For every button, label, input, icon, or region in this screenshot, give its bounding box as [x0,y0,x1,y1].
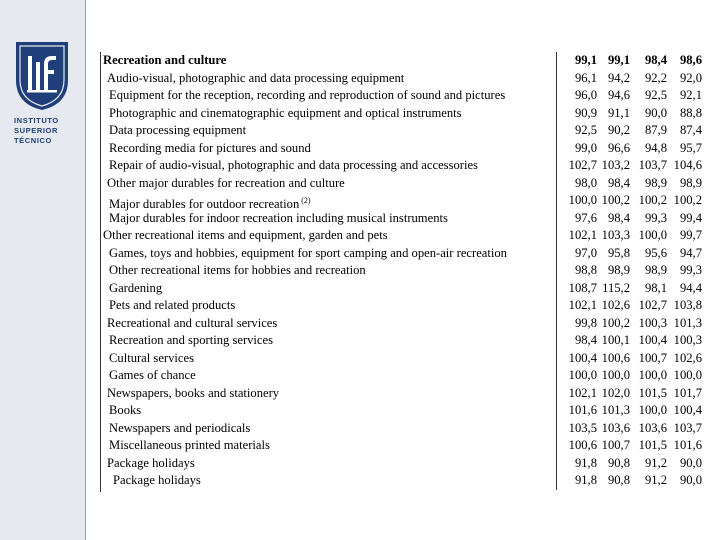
value-cell: 100,4 [673,403,702,417]
table-row [101,87,709,105]
table-row [101,420,709,438]
table-row [101,315,709,333]
table-row [101,350,709,368]
value-cell: 94,8 [644,140,667,155]
value-cell: 94,7 [679,245,702,260]
value-cell: 92,5 [574,123,597,137]
logo-line: SUPERIOR [14,126,58,135]
value-cell: 91,2 [644,455,667,470]
row-label: Gardening [109,280,163,295]
value-cell: 100,4 [638,333,667,347]
value-cell: 100,0 [638,228,667,242]
value-cell: 100,0 [673,368,702,382]
value-cell: 97,6 [574,210,597,225]
value-cell: 101,6 [673,438,702,452]
value-cell: 101,3 [673,315,702,330]
sidebar [0,0,86,540]
value-cell: 99,3 [679,263,702,277]
value-cell: 102,0 [601,385,630,400]
table-row [101,227,709,245]
value-cell: 94,6 [607,88,630,102]
value-cell: 100,0 [638,403,667,417]
value-cell: 101,5 [638,385,667,400]
table-row [101,402,709,420]
value-cell: 101,3 [601,403,630,417]
table-row [101,297,709,315]
value-cell: 103,6 [601,420,630,435]
value-cell: 100,2 [673,193,702,207]
table-row [101,175,709,193]
table-row [101,157,709,175]
value-cell: 87,9 [644,123,667,137]
value-cell: 98,9 [644,175,667,190]
table-row [101,105,709,123]
row-label: Other major durables for recreation and culture [107,175,345,190]
row-label: Recreation and culture [103,53,227,67]
table-row [101,210,709,228]
row-label: Recreational and cultural services [107,315,278,330]
row-label: Other recreational items and equipment, garden and pets [103,228,388,242]
value-cell: 98,1 [644,280,667,295]
value-cell: 90,9 [574,105,597,120]
value-cell: 92,5 [644,88,667,102]
value-cell: 90,0 [644,105,667,120]
row-label: Recording media for pictures and sound [109,140,311,155]
value-cell: 100,0 [568,193,597,207]
value-cell: 99,4 [679,210,702,225]
value-cell: 91,1 [607,105,630,120]
value-cell: 100,6 [568,438,597,452]
table-row [101,245,709,263]
value-cell: 99,7 [679,228,702,242]
value-cell: 100,2 [601,193,630,207]
value-cell: 102,1 [568,228,597,242]
value-cell: 98,6 [679,53,702,67]
ist-shield-icon [14,40,70,112]
value-cell: 98,9 [679,175,702,190]
value-cell: 115,2 [602,280,630,295]
value-cell: 100,1 [601,333,630,347]
value-cell: 99,8 [574,315,597,330]
row-label: Package holidays [107,455,195,470]
value-cell: 96,6 [607,140,630,155]
value-cell: 88,8 [679,105,702,120]
value-cell: 98,9 [644,263,667,277]
value-cell: 102,6 [601,298,630,312]
table-row [101,385,709,403]
value-cell: 102,6 [673,350,702,365]
value-cell: 102,1 [568,298,597,312]
table-row [101,262,709,280]
value-cell: 102,1 [568,385,597,400]
table-row [101,140,709,158]
value-cell: 90,0 [679,473,702,487]
value-cell: 90,8 [607,473,630,487]
value-cell: 100,3 [673,333,702,347]
value-cell: 97,0 [574,245,597,260]
row-label: Repair of audio-visual, photographic and data processing and accessories [109,158,478,172]
row-label: Games, toys and hobbies, equipment for sport camping and open-air recreation [109,245,507,260]
value-cell: 95,7 [679,140,702,155]
value-cell: 90,0 [679,455,702,470]
row-label: Recreation and sporting services [109,333,274,347]
value-cell: 103,6 [638,420,667,435]
value-cell: 99,1 [574,53,597,67]
footnote-marker: (2) [299,196,311,205]
row-label: Photographic and cinematographic equipment and optical instruments [109,105,462,120]
row-label: Major durables for indoor recreation including musical instruments [109,210,448,225]
table-row [101,70,709,88]
value-cell: 98,0 [574,175,597,190]
table-row [101,472,709,490]
value-cell: 103,7 [638,158,667,172]
table-row [101,192,709,210]
value-cell: 100,7 [601,438,630,452]
value-cell: 98,4 [607,210,630,225]
value-cell: 99,1 [607,53,630,67]
value-cell: 91,8 [574,473,597,487]
table-row [101,332,709,350]
column-divider [556,52,557,490]
value-cell: 98,9 [607,263,630,277]
row-label: Miscellaneous printed materials [109,438,270,452]
value-cell: 92,0 [679,70,702,85]
value-cell: 100,2 [601,315,630,330]
value-cell: 91,2 [644,473,667,487]
value-cell: 96,1 [574,70,597,85]
value-cell: 101,6 [568,403,597,417]
value-cell: 102,7 [638,298,667,312]
row-label: Pets and related products [109,298,236,312]
price-index-table [100,52,709,492]
value-cell: 95,8 [607,245,630,260]
ist-logo [14,40,70,148]
value-cell: 100,7 [638,350,667,365]
value-cell: 91,8 [574,455,597,470]
value-cell: 104,6 [673,158,702,172]
value-cell: 98,8 [574,263,597,277]
value-cell: 100,4 [568,350,597,365]
value-cell: 90,2 [607,123,630,137]
table-row [101,122,709,140]
value-cell: 108,7 [568,280,597,295]
value-cell: 98,4 [574,333,597,347]
table-row [101,52,709,70]
value-cell: 103,3 [601,228,630,242]
value-cell: 100,0 [601,368,630,382]
row-label: Cultural services [109,350,194,365]
logo-line: INSTITUTO [14,116,59,125]
value-cell: 90,8 [607,455,630,470]
value-cell: 95,6 [644,245,667,260]
row-label: Data processing equipment [109,123,247,137]
value-cell: 100,0 [568,368,597,382]
row-label: Other recreational items for hobbies and recreation [109,263,366,277]
value-cell: 103,5 [568,420,597,435]
value-cell: 100,6 [601,350,630,365]
logo-line: TÉCNICO [14,136,52,145]
row-label: Major durables for outdoor recreation $^{(2)}$ [109,196,311,212]
value-cell: 99,3 [644,210,667,225]
value-cell: 98,4 [607,175,630,190]
value-cell: 94,4 [679,280,702,295]
table-row [101,437,709,455]
value-cell: 96,0 [574,88,597,102]
row-label: Newspapers and periodicals [109,420,251,435]
value-cell: 92,2 [644,70,667,85]
table-row [101,280,709,298]
value-cell: 102,7 [568,158,597,172]
row-label: Audio-visual, photographic and data processing equipment [107,70,405,85]
value-cell: 87,4 [679,123,702,137]
value-cell: 101,7 [673,385,702,400]
value-cell: 100,2 [638,193,667,207]
logo-text [14,116,70,146]
value-cell: 94,2 [607,70,630,85]
value-cell: 103,2 [601,158,630,172]
value-cell: 98,4 [644,53,667,67]
row-label: Package holidays [113,473,201,487]
value-cell: 101,5 [638,438,667,452]
table-row [101,367,709,385]
row-label: Newspapers, books and stationery [107,385,280,400]
value-cell: 100,3 [638,315,667,330]
value-cell: 100,0 [638,368,667,382]
value-cell: 103,8 [673,298,702,312]
row-label: Books [109,403,142,417]
row-label: Games of chance [109,368,196,382]
table-row [101,455,709,473]
value-cell: 103,7 [673,420,702,435]
value-cell: 99,0 [574,140,597,155]
row-label: Equipment for the reception, recording and reproduction of sound and pictures [109,88,506,102]
value-cell: 92,1 [679,88,702,102]
